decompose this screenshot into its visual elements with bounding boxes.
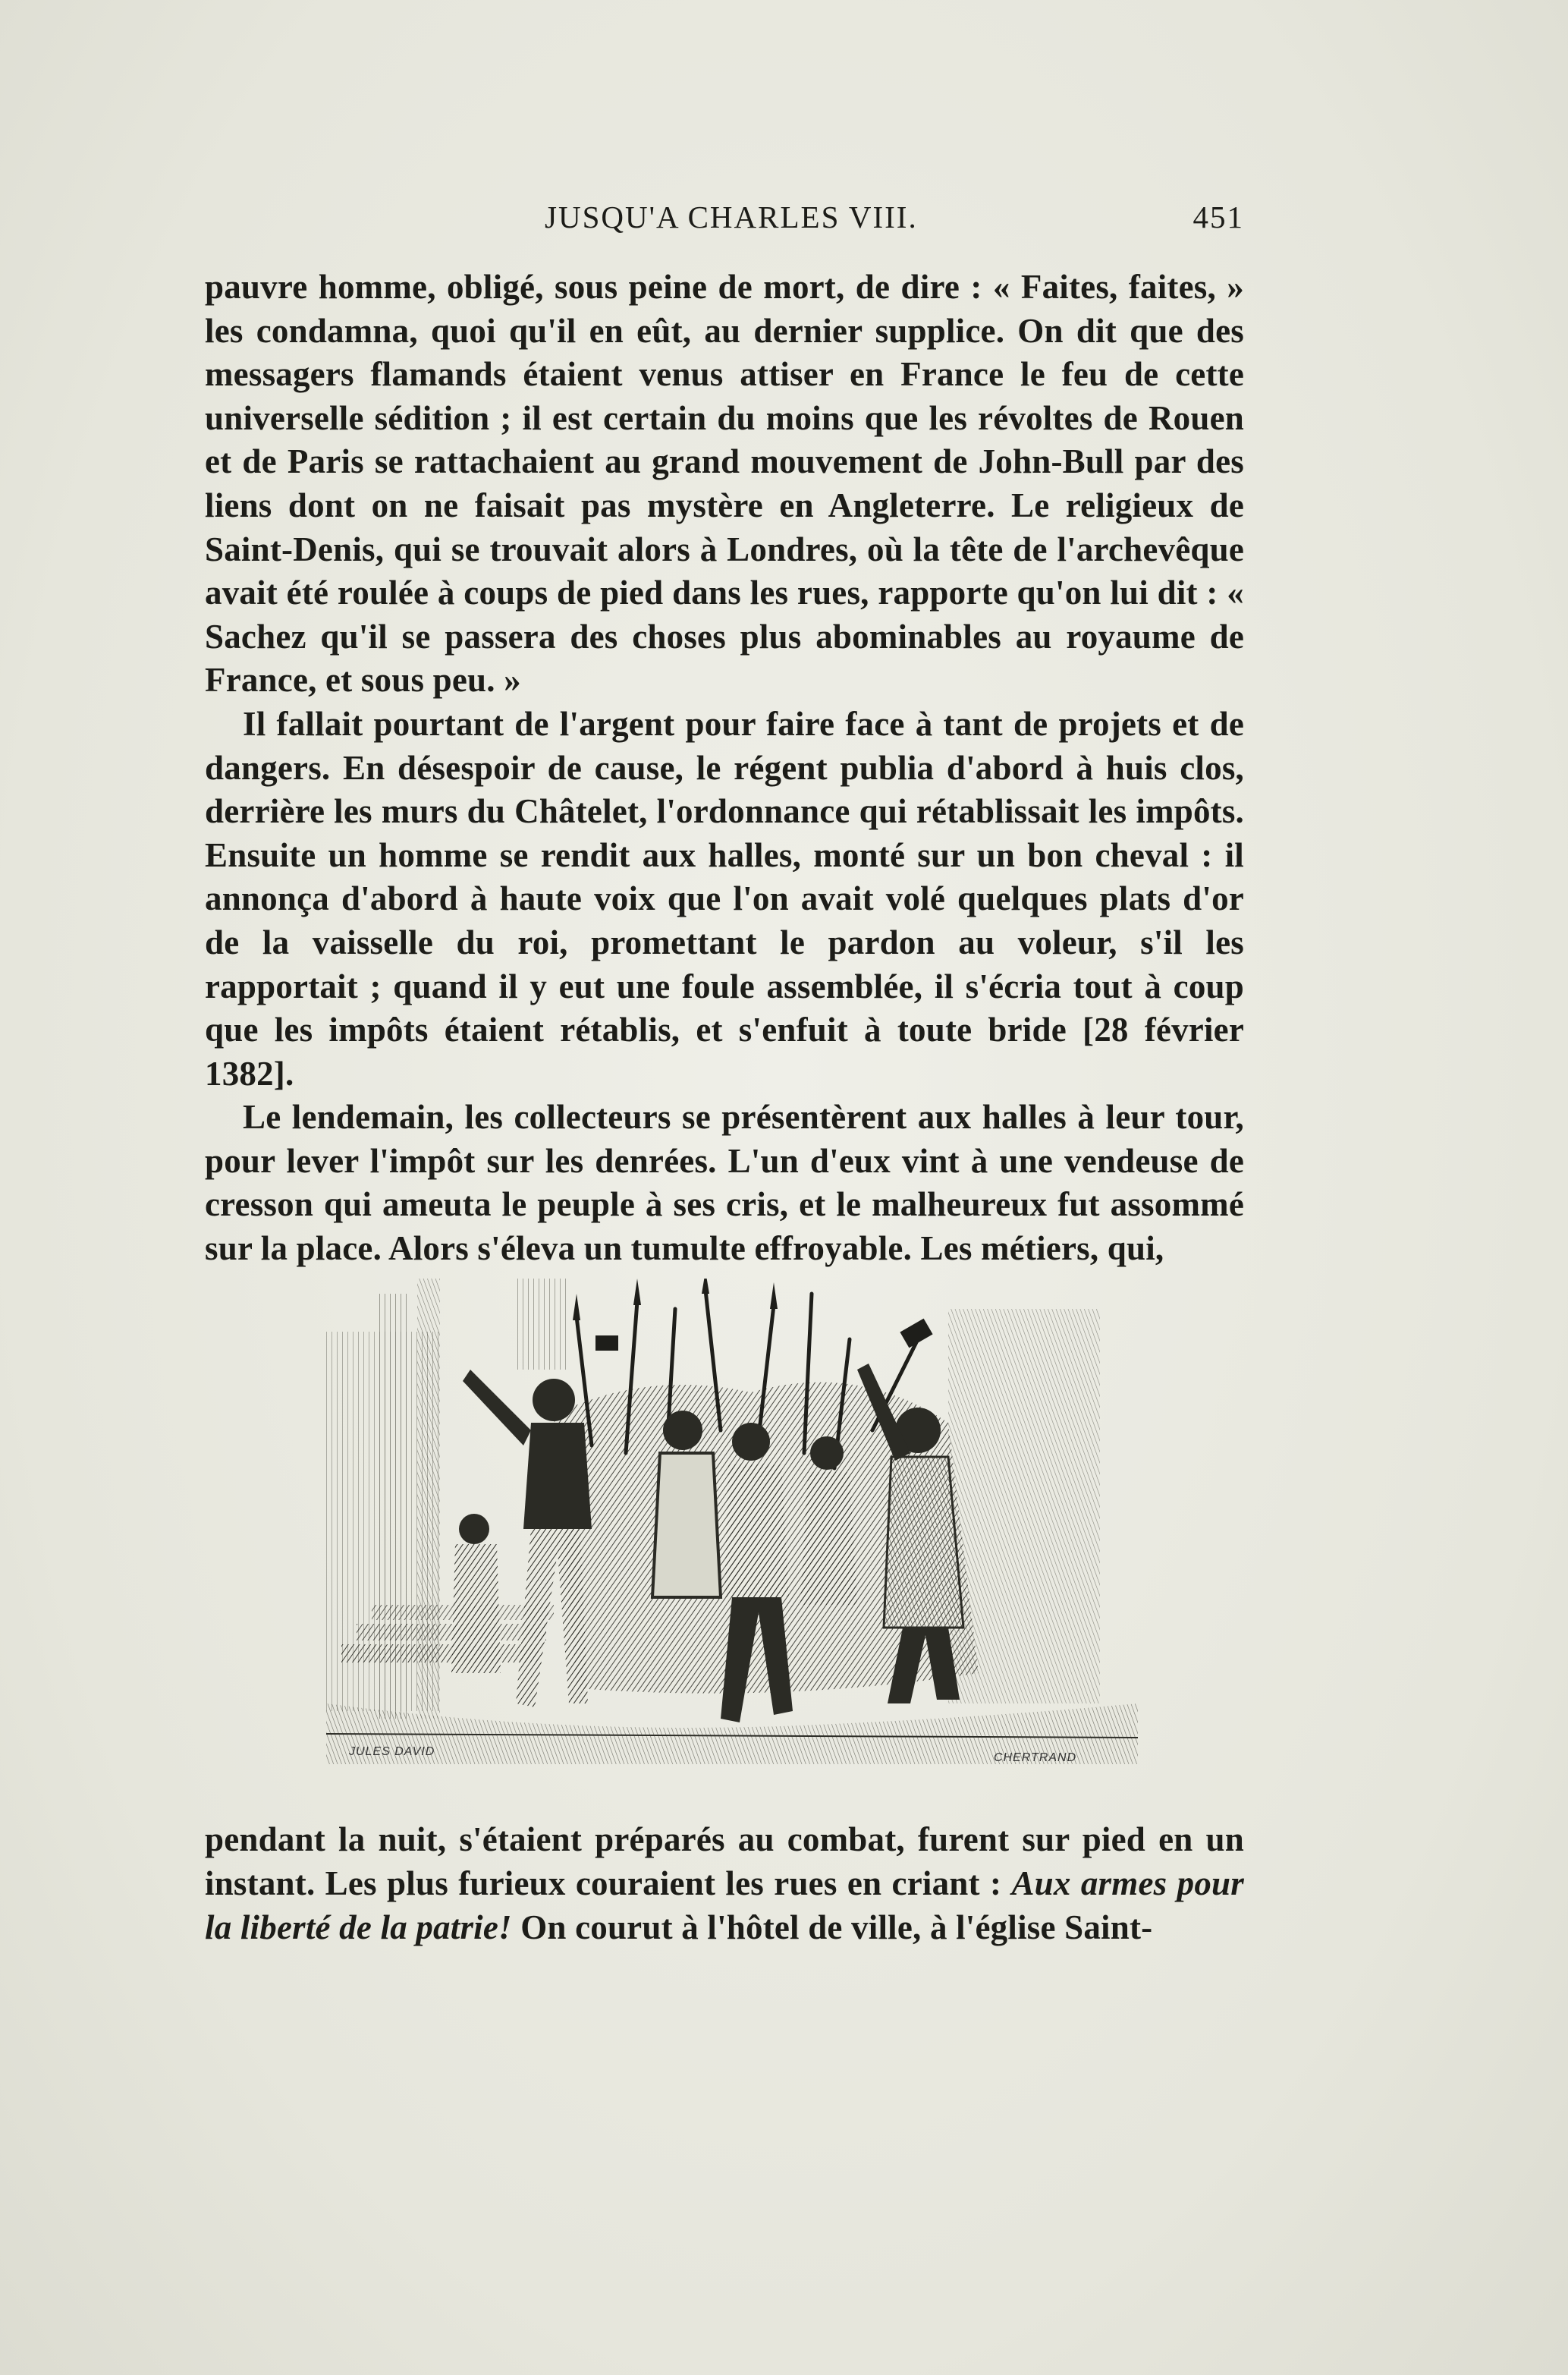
paragraph-3: Le lendemain, les collecteurs se présentèrent aux halles à leur tour, pour lever l'impôt sur les denrées. L'un d'eux vint à une vendeuse de cresson qui ameuta le peuple à ses cris, et le malheureux fut assommé sur la place. Alors s'éleva un tumulte effroyable. Les métiers, qui,	[205, 1098, 1244, 1268]
riot-crowd-engraving	[326, 1279, 1138, 1776]
paragraph-4	[205, 1817, 1244, 1949]
battle-cry: Aux armes pour la liberté de la patrie!	[205, 1864, 1244, 1946]
engraving-illustration	[326, 1279, 1138, 1776]
paragraph-2: Il fallait pourtant de l'argent pour faire face à tant de projets et de dangers. En désespoir de cause, le régent publia d'abord à huis clos, derrière les murs du Châtelet, l'ordonnance qui rétablissait les impôts. Ensuite un homme se rendit aux halles, monté sur un bon cheval : il annonça d'abord à haute voix que l'on avait volé quelques plats d'or de la vaisselle du roi, promettant le pardon au voleur, s'il les rapportait ; quand il y eut une foule assemblée, il s'écria tout à coup que les impôts étaient rétablis, et s'enfuit à toute bride [28 février 1382].	[205, 704, 1244, 1093]
running-title: JUSQU'A CHARLES VIII.	[545, 200, 918, 234]
engraver-signature-left: JULES DAVID	[349, 1745, 435, 1758]
text-block-top	[205, 266, 1244, 1271]
engraver-signature-right: CHERTRAND	[994, 1751, 1077, 1764]
paragraph-4-end: On courut à l'hôtel de ville, à l'église Saint-	[511, 1908, 1153, 1946]
paragraph-4-start: pendant la nuit, s'étaient préparés au combat, furent sur pied en un instant. Les plus furieux couraient les rues en criant :	[205, 1820, 1244, 1902]
text-block-bottom	[205, 1817, 1244, 1949]
page-number: 451	[1192, 200, 1244, 234]
paragraph-1: pauvre homme, obligé, sous peine de mort, de dire : « Faites, faites, » les condamna, quoi qu'il en eût, au dernier supplice. On dit que des messagers flamands étaient venus attiser en France le feu de cette universelle sédition ; il est certain du moins que les révoltes de Rouen et de Paris se rattachaient au grand mouvement de John-Bull par des liens dont on ne faisait pas mystère en Angleterre. Le religieux de Saint-Denis, qui se trouvait alors à Londres, où la tête de l'archevêque avait été roulée à coups de pied dans les rues, rapporte qu'on lui dit : « Sachez qu'il se passera des choses plus abominables au royaume de France, et sous peu. »	[205, 268, 1244, 700]
page-header	[205, 199, 1244, 244]
